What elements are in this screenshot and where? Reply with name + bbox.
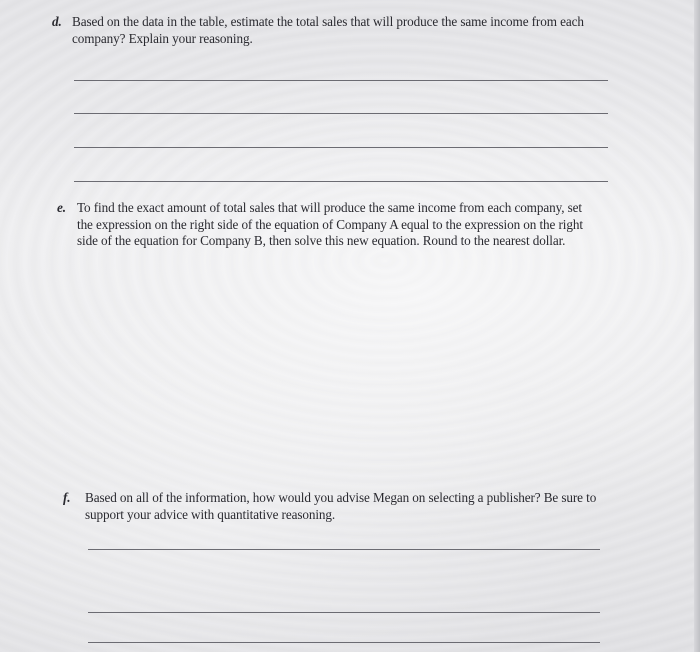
- question-d: [52, 14, 622, 47]
- answer-line-f-2[interactable]: [88, 612, 600, 613]
- answer-line-d-1[interactable]: [74, 80, 608, 81]
- question-e-text: To find the exact amount of total sales that will produce the same income from each company, set the expression on the right side of the equation of Company A equal to the expression on the right side of the equation for Company B, then solve this new equation. Round to the nearest dollar.: [77, 200, 583, 248]
- answer-line-d-2[interactable]: [74, 113, 608, 114]
- answer-line-d-4[interactable]: [74, 181, 608, 182]
- question-d-letter: d.: [52, 14, 62, 29]
- question-f: [63, 490, 611, 523]
- question-f-text: Based on all of the information, how would you advise Megan on selecting a publisher? Be sure to support your advice with quantitative reasoning.: [85, 490, 597, 522]
- answer-line-d-3[interactable]: [74, 147, 608, 148]
- question-d-text: Based on the data in the table, estimate the total sales that will produce the same income from each company? Explain your reasoning.: [72, 14, 584, 46]
- page-edge-shadow: [694, 0, 700, 652]
- question-f-letter: f.: [63, 490, 71, 505]
- answer-line-f-1[interactable]: [88, 549, 600, 550]
- question-e-letter: e.: [57, 200, 66, 215]
- answer-line-f-3[interactable]: [88, 642, 600, 643]
- question-e: [57, 200, 597, 250]
